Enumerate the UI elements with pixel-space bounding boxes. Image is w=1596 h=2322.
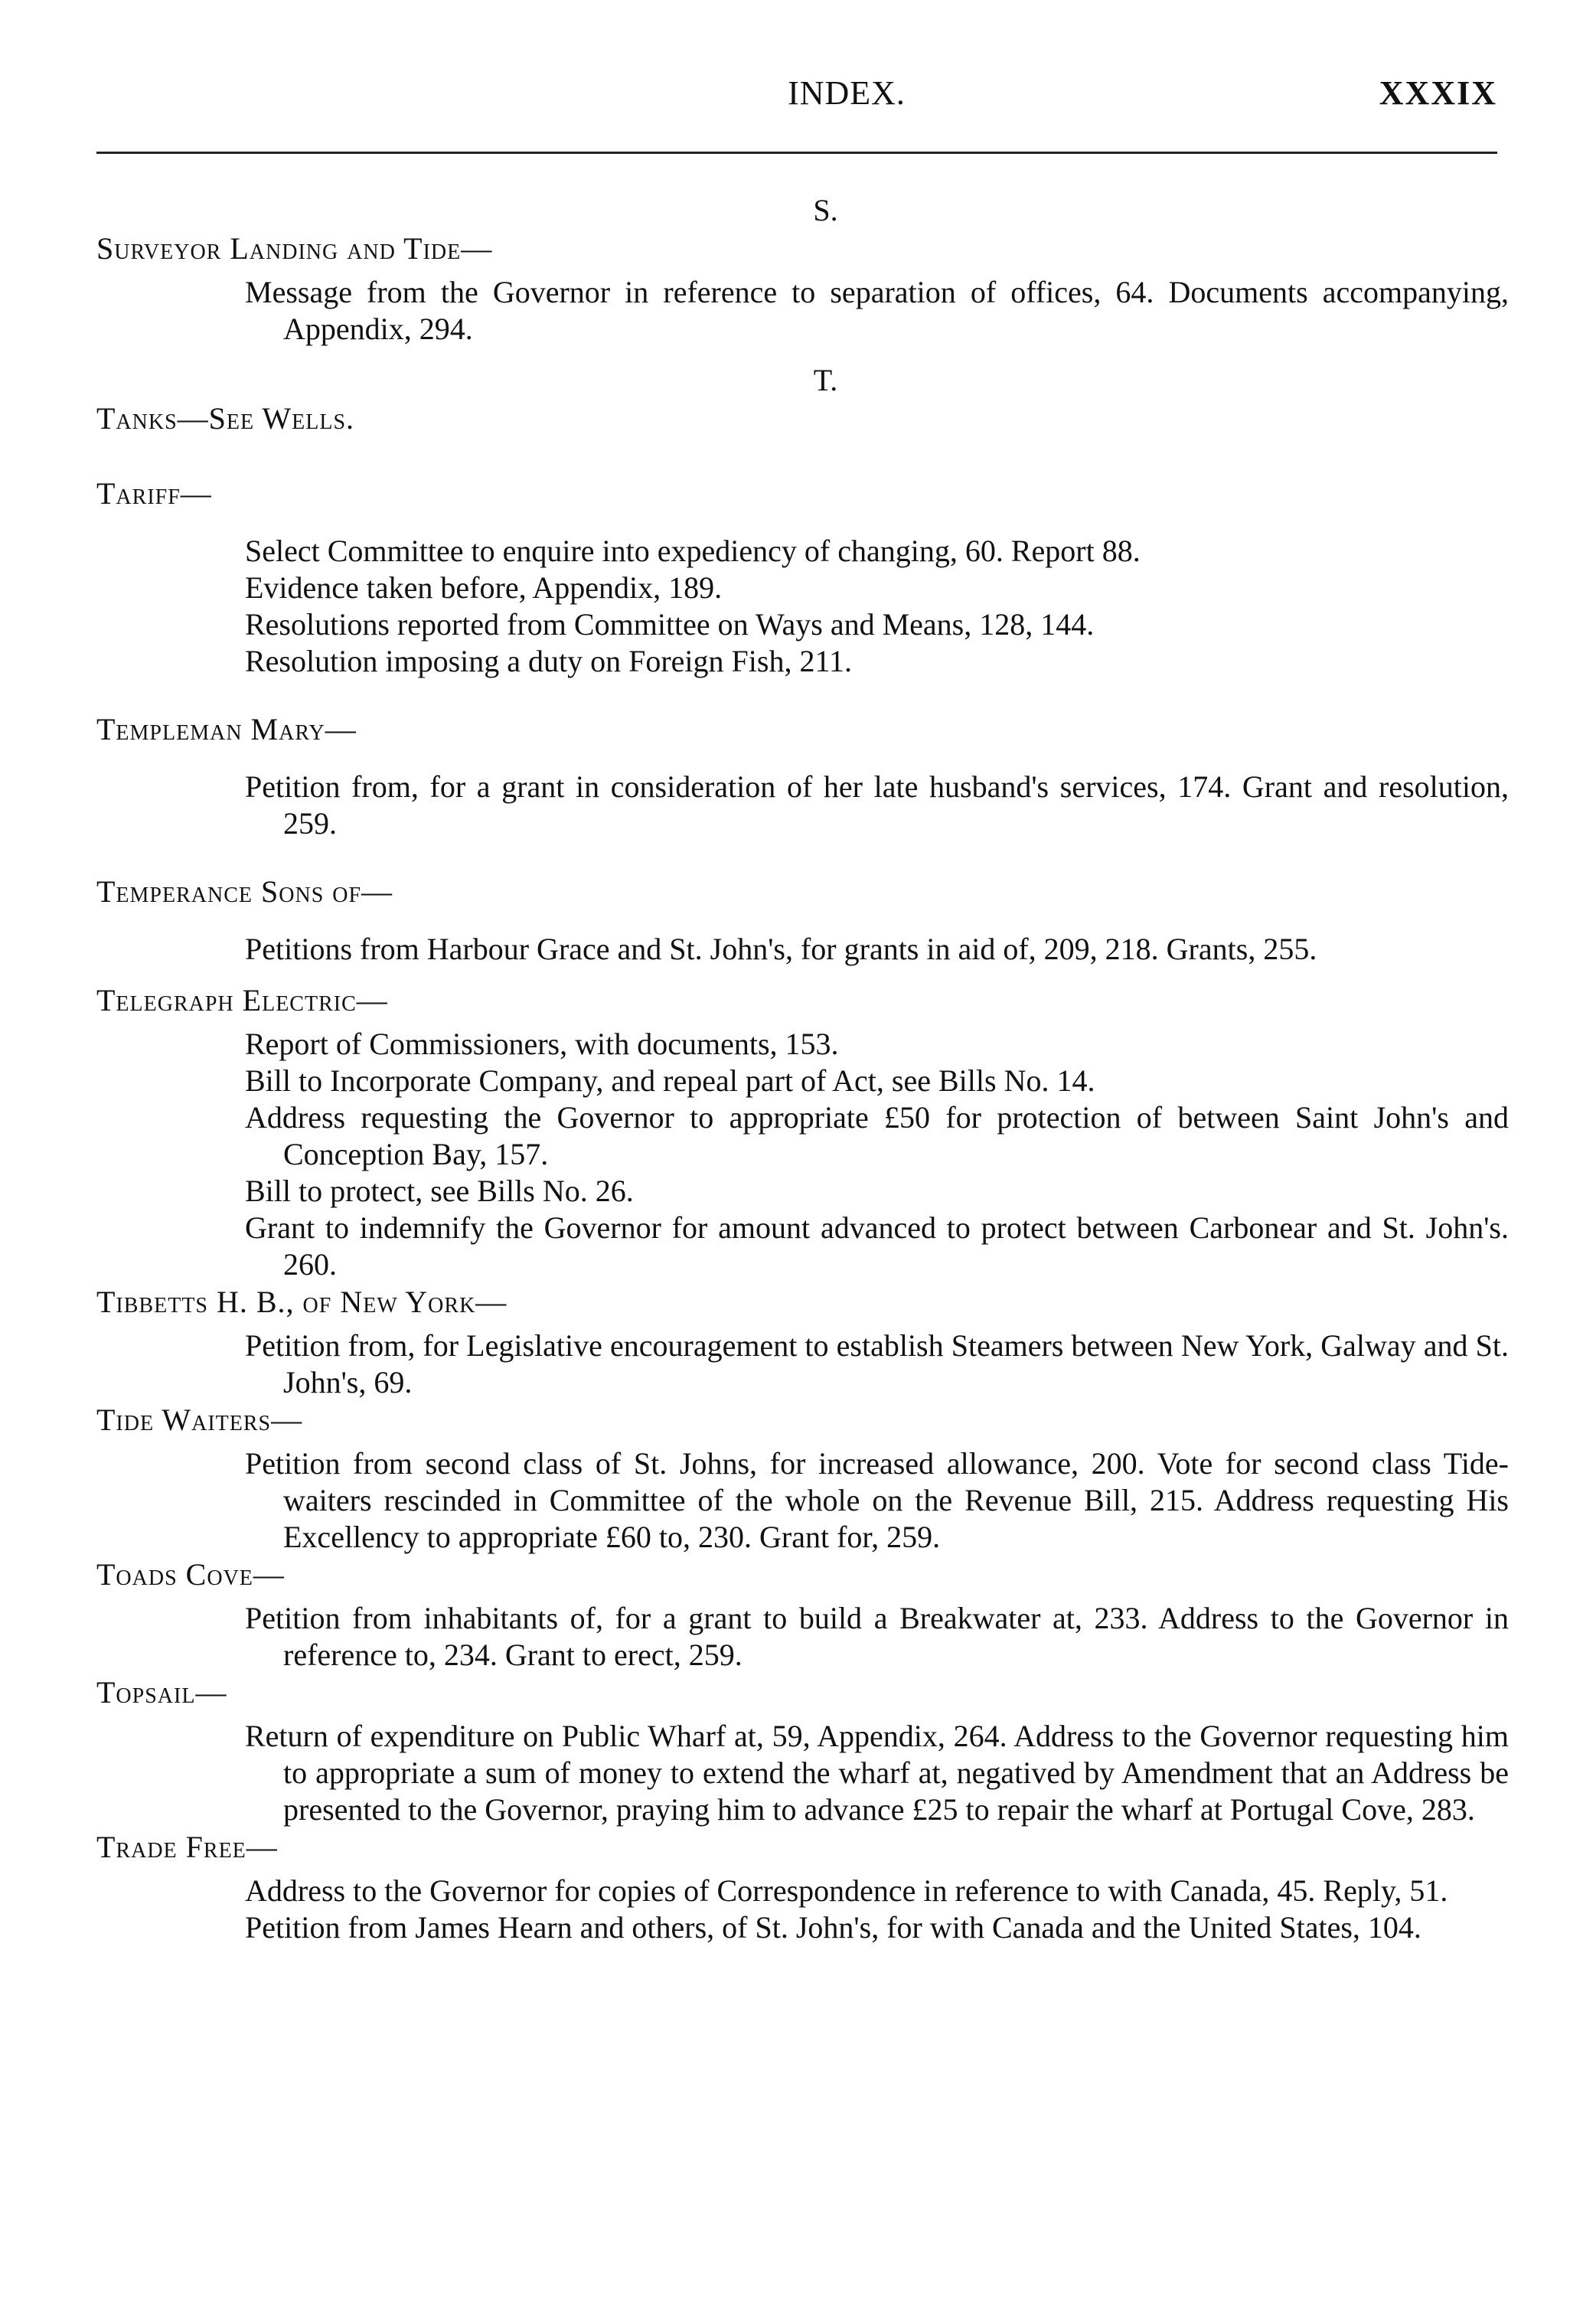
page-number: XXXIX	[1379, 74, 1497, 112]
entry-heading: Trade Free—	[96, 1830, 278, 1864]
entry-templeman-mary	[96, 710, 1509, 842]
entry-heading: Tibbetts H. B., of New York—	[96, 1285, 508, 1319]
entry-heading: Tariff—	[96, 476, 212, 511]
entry-telegraph-electric	[96, 981, 1509, 1283]
entry-tanks	[96, 400, 1509, 438]
entry-reference: Return of expenditure on Public Wharf at, 59, Appendix, 264. Address to the Governor requesting him to appropriate a sum of money to extend the wharf at, negatived by Amendment that an Address be presented to the Governor, praying him to advance £25 to repair the wharf at Portugal Cove, 283.	[245, 1719, 1509, 1827]
entry-reference: Petition from, for Legislative encouragement to establish Steamers between New York, Galway and St. John's, 69.	[245, 1328, 1509, 1399]
entry-heading: Templeman Mary—	[96, 712, 357, 746]
entry-reference: Address to the Governor for copies of Correspondence in reference to with Canada, 45. Reply, 51.	[245, 1873, 1448, 1908]
entry-heading: Tanks—See Wells.	[96, 401, 355, 436]
entry-trade-free	[96, 1828, 1509, 1946]
entry-temperance-sons-of	[96, 873, 1509, 968]
index-content	[96, 191, 1509, 1946]
entry-toads-cove	[96, 1556, 1509, 1674]
entry-heading: Telegraph Electric—	[96, 983, 388, 1017]
entry-topsail	[96, 1674, 1509, 1828]
entry-heading: Temperance Sons of—	[96, 874, 393, 909]
entry-surveyor-landing-and-tide	[96, 230, 1509, 348]
entry-reference: Evidence taken before, Appendix, 189.	[245, 570, 723, 605]
entry-reference: Petition from James Hearn and others, of St. John's, for with Canada and the United States, 104.	[245, 1910, 1421, 1945]
entry-heading: Topsail—	[96, 1675, 227, 1710]
entry-reference: Petition from second class of St. Johns, for increased allowance, 200. Vote for second class Tide-waiters rescinded in Committee of the whole on the Revenue Bill, 215. Address requesting His Excellency to appropriate £60 to, 230. Grant for, 259.	[245, 1446, 1509, 1554]
entry-reference: Grant to indemnify the Governor for amount advanced to protect between Carbonear and St. John's. 260.	[245, 1210, 1509, 1282]
entry-tide-waiters	[96, 1401, 1509, 1556]
entry-reference: Report of Commissioners, with documents, 153.	[245, 1027, 839, 1061]
entry-heading: Tide Waiters—	[96, 1403, 303, 1437]
entry-reference: Message from the Governor in reference to separation of offices, 64. Documents accompanying, Appendix, 294.	[245, 275, 1509, 346]
entry-reference: Bill to protect, see Bills No. 26.	[245, 1174, 634, 1208]
entry-reference: Bill to Incorporate Company, and repeal part of Act, see Bills No. 14.	[245, 1063, 1095, 1098]
entry-heading: Surveyor Landing and Tide—	[96, 231, 493, 266]
entry-tibbetts-h-b	[96, 1283, 1509, 1401]
entry-reference: Resolution imposing a duty on Foreign Fish, 211.	[245, 644, 852, 678]
header-rule	[96, 152, 1497, 154]
page-title: INDEX.	[788, 74, 906, 112]
entry-reference: Select Committee to enquire into expediency of changing, 60. Report 88.	[245, 534, 1141, 568]
entry-tariff	[96, 475, 1509, 680]
section-letter-s: S.	[813, 193, 838, 227]
entry-heading: Toads Cove—	[96, 1557, 285, 1592]
section-letter-t: T.	[813, 363, 838, 397]
entry-reference: Petition from, for a grant in consideration of her late husband's services, 174. Grant and resolution, 259.	[245, 769, 1509, 841]
entry-reference: Petitions from Harbour Grace and St. John's, for grants in aid of, 209, 218. Grants, 255.	[245, 932, 1317, 966]
entry-reference: Address requesting the Governor to appropriate £50 for protection of between Saint John's and Conception Bay, 157.	[245, 1100, 1509, 1171]
entry-reference: Resolutions reported from Committee on Ways and Means, 128, 144.	[245, 607, 1095, 642]
page-header	[96, 73, 1497, 127]
entry-reference: Petition from inhabitants of, for a grant to build a Breakwater at, 233. Address to the Governor in reference to, 234. Grant to erect, 259.	[245, 1601, 1509, 1672]
